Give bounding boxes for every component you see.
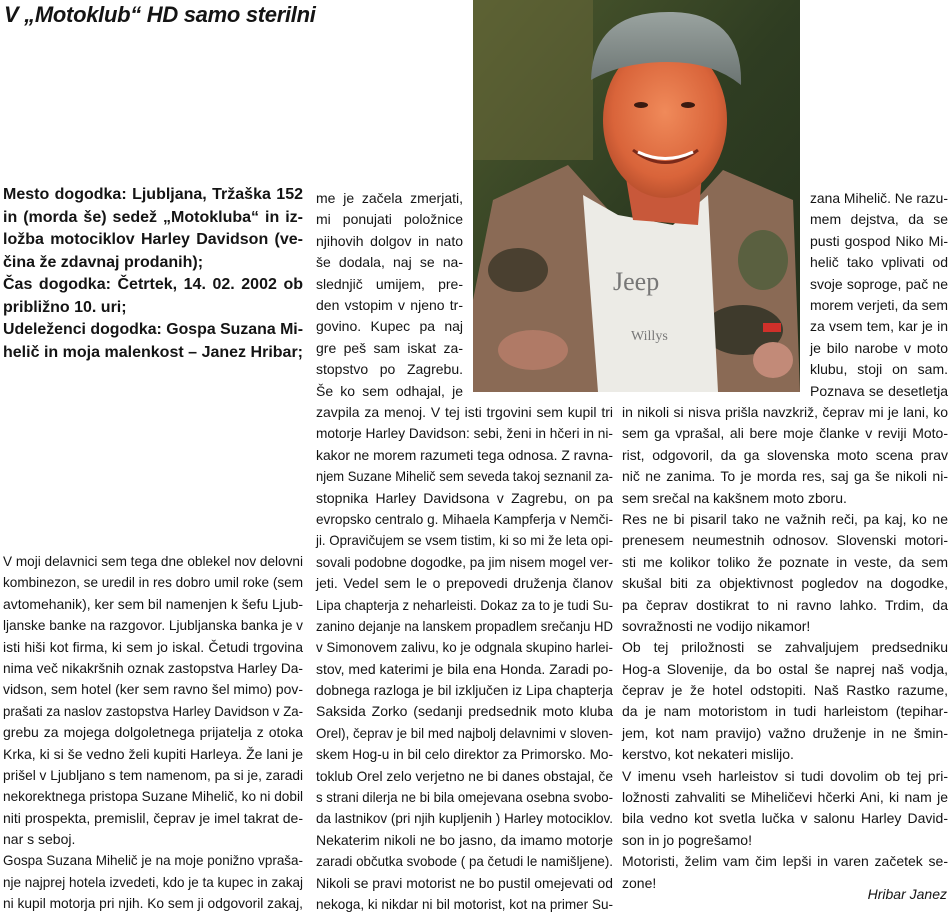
- text-line-content: jem, kot nam pravijo) važno druženje in ne šmin-: [622, 724, 948, 741]
- text-line-content: Nekaterim nikoli ne bo jasno, da imamo motorje: [316, 831, 613, 848]
- text-line: [810, 209, 948, 230]
- text-line: [316, 316, 463, 337]
- text-line: [316, 830, 613, 851]
- text-line: [622, 808, 948, 829]
- text-line-content: Orel), čeprav je bil med najbolj delavnimi v sloven-: [316, 724, 613, 741]
- text-line: [316, 637, 613, 658]
- text-line: [3, 872, 303, 893]
- text-line-content: Mesto dogodka: Ljubljana, Tržaška 152: [3, 186, 303, 203]
- text-line-content: zaradi občutka svobode ( pa četudi le namišljene).: [316, 853, 613, 870]
- text-line: [622, 680, 948, 701]
- text-line-content: njihovih dolgov in nato: [316, 232, 463, 249]
- text-line: [316, 231, 463, 252]
- text-line: [622, 659, 948, 680]
- text-line: [3, 229, 303, 252]
- text-line: [622, 573, 948, 594]
- text-line-content: avtomehanik), ker sem bil namenjen k šefu Ljub-: [3, 595, 303, 612]
- text-line-content: dobnega razloga je bil izključen iz Lipa chapterja: [316, 682, 613, 699]
- text-line-content: V imenu vseh harleistov si tudi dovolim ob tej pri-: [622, 767, 948, 784]
- text-line-content: zanino dejanje na lanskem propadlem srečanju HD: [316, 617, 613, 634]
- text-line: [3, 744, 303, 765]
- text-line: [316, 573, 613, 594]
- text-line-content: ni kupil motorja pri njih. Ko sem ji odgovoril zakaj,: [3, 895, 303, 912]
- text-line: [316, 766, 613, 787]
- text-line-content: toklub Orel zelo verjetno ne bi danes obstajal, če: [316, 767, 613, 784]
- text-line: [316, 787, 613, 808]
- text-line: [316, 659, 613, 680]
- text-line: [3, 342, 303, 365]
- text-line-content: helič in moja malenkost – Janez Hribar;: [3, 343, 303, 361]
- text-line: [316, 744, 613, 765]
- text-line: [3, 551, 303, 572]
- text-line-content: Še ko sem odhajal, je: [316, 382, 463, 399]
- text-line: [810, 295, 948, 316]
- text-line-content: kakor ne morem razumeti tega odnosa. Z ravna-: [316, 446, 613, 463]
- text-line: [316, 680, 613, 701]
- text-line-content: čeprav je že hotel odstopiti. Naš Rastko razume,: [622, 682, 948, 699]
- text-line: [3, 786, 303, 807]
- portrait-photo: [473, 0, 800, 392]
- text-line-content: jeti. Vedel sem le o prepovedi druženja članov: [316, 575, 613, 592]
- text-line: [316, 723, 613, 744]
- text-line: [316, 808, 613, 829]
- text-line-content: slednjič umijem, pre-: [316, 275, 463, 292]
- text-line: [316, 530, 613, 551]
- text-line: [622, 402, 948, 423]
- text-line: [316, 488, 613, 509]
- right-column-top-text: [810, 188, 948, 402]
- text-line-content: sovražnosti ne vodijo nikamor!: [622, 617, 811, 634]
- text-line-content: ložba motociklov Harley Davidson (ve-: [3, 231, 303, 248]
- text-line: [316, 402, 613, 423]
- text-line-content: njem Suzane Mihelič sem seveda takoj seznanil za-: [316, 468, 613, 485]
- author-signature: Hribar Janez: [867, 886, 947, 902]
- text-line: [810, 188, 948, 209]
- text-line: [3, 184, 303, 207]
- text-line-content: mem dejstva, da se: [810, 211, 948, 228]
- text-line-content: skem Hog-u in bil celo direktor za Primorsko. Mo-: [316, 746, 613, 763]
- text-line-content: niti prospekta, premislil, čeprav je imel takrat de-: [3, 809, 303, 826]
- text-line-content: približno 10. uri;: [3, 298, 127, 316]
- intro-block: [3, 184, 303, 364]
- text-line: [316, 701, 613, 722]
- text-line: [316, 445, 613, 466]
- text-line-content: Udeleženci dogodka: Gospa Suzana Mi-: [3, 321, 303, 338]
- text-line-content: kombinezon, se uredil in res dobro umil roke (sem: [3, 574, 303, 591]
- text-line: [316, 295, 463, 316]
- text-line: [3, 893, 303, 914]
- text-line: [622, 723, 948, 744]
- text-line: [316, 274, 463, 295]
- text-line-content: ljanske banke na razgovor. Ljubljanska banka je v: [3, 617, 303, 634]
- text-line-content: stopstvo po Zagrebu.: [316, 361, 463, 378]
- text-line-content: sem srečal na kakšnem moto zboru.: [622, 489, 847, 506]
- text-line-content: vidson, sem hotel (ker sem ravno šel mimo) pov-: [3, 681, 303, 698]
- text-line: [622, 616, 948, 637]
- text-line-content: V moji delavnici sem tega dne oblekel nov delovni: [3, 553, 303, 569]
- text-line: [316, 423, 613, 444]
- text-line: [316, 595, 613, 616]
- text-line-content: helič tako vplivati od: [810, 254, 948, 271]
- text-line-content: rist, odgovoril, da ga slovenska moto scena prav: [622, 446, 948, 463]
- text-line: [622, 509, 948, 530]
- article-title: V „Motoklub“ HD samo sterilni: [4, 2, 316, 27]
- text-line: [3, 207, 303, 230]
- text-line-content: skušal biti za objektivnost pogledov na dogodke,: [622, 575, 948, 592]
- text-line-content: Hog-a Slovenije, da bo ostal še naprej naš vodja,: [622, 660, 948, 677]
- text-line: [316, 616, 613, 637]
- text-line-content: zana Mihelič. Ne razu-: [810, 190, 948, 206]
- text-line-content: govino. Kupec pa naj: [316, 318, 463, 335]
- text-line: [810, 381, 948, 402]
- text-line: [316, 188, 463, 209]
- text-line-content: sem ga vprašal, ali bere moje članke v reviji Moto-: [622, 425, 948, 442]
- text-line-content: s strani dilerja ne bi bila omejevana osebna svobo-: [316, 789, 613, 806]
- text-line: [3, 297, 303, 320]
- text-line: [3, 850, 303, 871]
- text-line: [3, 722, 303, 743]
- left-column-text: [3, 551, 303, 915]
- text-line-content: grebu za mojega dolgoletnega prijatelja z otoka: [3, 724, 303, 741]
- text-line-content: da lastnikov (pri njih kupljenih ) Harley motociklov.: [316, 810, 613, 827]
- text-line-content: sti me kolikor toliko že poznate in veste, da sem: [622, 553, 948, 570]
- middle-column-text: [316, 402, 613, 915]
- text-line: [316, 252, 463, 273]
- text-line-content: nekoga, ki nikdar ni bil motorist, kot na primer Su-: [316, 895, 613, 912]
- text-line: [622, 423, 948, 444]
- text-line: [3, 701, 303, 722]
- text-line: [622, 552, 948, 573]
- text-line-content: den vstopim v njeno tr-: [316, 296, 463, 313]
- text-line: [3, 615, 303, 636]
- text-line: [316, 894, 613, 915]
- text-line: [316, 338, 463, 359]
- text-line-content: son in jo pogrešamo!: [622, 831, 752, 848]
- text-line-content: čina že zdavnaj prodanih);: [3, 253, 204, 271]
- text-line: [622, 766, 948, 787]
- text-line-content: Poznava se desetletja: [810, 382, 948, 399]
- text-line: [810, 252, 948, 273]
- text-line-content: Motoristi, želim vam čim lepši in varen začetek se-: [622, 853, 948, 870]
- text-line: [622, 595, 948, 616]
- text-line-content: Krka, ki si še vedno želi kupiti Harleya. Že lani je: [3, 745, 303, 762]
- middle-column-top-text: [316, 188, 463, 402]
- text-line-content: prašati za naslov zastopstva Harley Davidson v Za-: [3, 702, 303, 719]
- text-line: [3, 274, 303, 297]
- shirt-subtext: Willys: [631, 329, 668, 344]
- text-line-content: Gospa Suzana Mihelič je na moje ponižno vpraša-: [3, 852, 303, 869]
- text-line-content: prišel v Ljubljano s tem namenom, pa si je, zaradi: [3, 766, 303, 783]
- text-line: [810, 338, 948, 359]
- text-line-content: Lipa chapterja z neharleisti. Dokaz za to je tudi Su-: [316, 596, 613, 613]
- text-line: [3, 679, 303, 700]
- text-line-content: svoje soproge, pač ne: [810, 275, 948, 292]
- text-line: [622, 466, 948, 487]
- text-line: [3, 252, 303, 275]
- text-line: [3, 637, 303, 658]
- text-line: [316, 873, 613, 894]
- text-line: [316, 359, 463, 380]
- text-line-content: Čas dogodka: Četrtek, 14. 02. 2002 ob: [3, 276, 303, 293]
- text-line: [3, 319, 303, 342]
- shirt-logo-text: Jeep: [613, 267, 660, 296]
- text-line: [622, 488, 948, 509]
- text-line-content: morem verjeti, da sem: [810, 296, 948, 313]
- text-line: [810, 359, 948, 380]
- text-line-content: zone!: [622, 874, 657, 891]
- text-line-content: me je začela zmerjati,: [316, 190, 463, 206]
- text-line-content: Res ne bi pisaril tako ne važnih reči, pa kaj, ko ne: [622, 510, 948, 527]
- text-line-content: nima več nikakršnih oznak zastopstva Harley Da-: [3, 659, 303, 676]
- text-line-content: isti hiši kot firma, ki sem jo iskal. Četudi trgovina: [3, 638, 303, 655]
- text-line: [316, 466, 613, 487]
- text-line: [316, 381, 463, 402]
- text-line-content: Nikoli se pravi motorist ne bo pustil omejevati od: [316, 874, 613, 891]
- text-line: [3, 594, 303, 615]
- text-line: [316, 851, 613, 872]
- text-line-content: ji. Opravičujem se vsem tistim, ki so mi že leta opi-: [316, 532, 613, 549]
- text-line: [810, 231, 948, 252]
- text-line-content: motorje Harley Davidson: sebi, ženi in hčeri in ni-: [316, 425, 613, 442]
- text-line-content: še dodala, naj se na-: [316, 254, 463, 271]
- text-line: [622, 445, 948, 466]
- text-line-content: za vsem tem, kar je in: [810, 318, 948, 335]
- text-line-content: je bilo narobe v moto: [810, 339, 948, 356]
- text-line: [622, 530, 948, 551]
- text-line-content: nje najprej hotela izvedeti, kdo je ta kupec in zakaj: [3, 873, 303, 890]
- text-line-content: klubu, stoji on sam.: [810, 361, 948, 378]
- text-line-content: nar s seboj.: [3, 831, 76, 848]
- text-line: [622, 787, 948, 808]
- text-line-content: in (morda še) sedež „Motokluba“ in iz-: [3, 208, 303, 226]
- red-badge: [763, 323, 781, 332]
- text-line: [3, 658, 303, 679]
- text-line: [622, 637, 948, 658]
- text-line-content: Ob tej priložnosti se zahvaljujem predsedniku: [622, 639, 948, 656]
- text-line-content: stopnika Harley Davidsona v Zagrebu, on pa: [316, 489, 613, 506]
- text-line: [3, 765, 303, 786]
- text-line-content: sovali podobne dogodke, pa jim nisem mogel ver-: [316, 553, 613, 570]
- text-line-content: in nikoli si nisva prišla navzkriž, čeprav mi je lani, ko: [622, 404, 948, 420]
- text-line: [316, 209, 463, 230]
- text-line: [3, 572, 303, 593]
- text-line-content: bila vedno kot svetla lučka v salonu Harley David-: [622, 810, 948, 827]
- text-line-content: ložnosti zahvaliti se Miheličevi hčerki Ani, ki nam je: [622, 789, 948, 806]
- text-line: [810, 316, 948, 337]
- text-line-content: pusti gospod Niko Mi-: [810, 232, 948, 249]
- text-line-content: zavpila za menoj. V tej isti trgovini sem kupil tri: [316, 404, 613, 420]
- text-line: [3, 808, 303, 829]
- text-line-content: evropsko centralo g. Mihaela Kampferja v Nemči-: [316, 510, 613, 527]
- text-line: [316, 552, 613, 573]
- text-line: [3, 829, 303, 850]
- text-line: [622, 701, 948, 722]
- text-line-content: v Simonovem zalivu, ko je odgnala skupino harlei-: [316, 639, 613, 656]
- text-line-content: mi ponujati položnice: [316, 211, 463, 228]
- text-line-content: gre peš sam iskat za-: [316, 339, 463, 356]
- text-line-content: pa čeprav dostikrat to ni ravno lahko. Trdim, da: [622, 596, 948, 613]
- text-line-content: nič ne zanima. To je morda res, saj ga še nikoli ni-: [622, 468, 948, 485]
- text-line: [622, 744, 948, 765]
- text-line: [622, 830, 948, 851]
- text-line-content: da je nam motoristom in tudi harleistom (tepihar-: [622, 703, 948, 720]
- text-line-content: kerstvo, kot nekateri mislijo.: [622, 746, 794, 763]
- text-line: [810, 274, 948, 295]
- text-line-content: Saksida Zorko (sedanji predsednik moto kluba: [316, 703, 613, 720]
- text-line: [622, 851, 948, 872]
- text-line-content: stov, med katerimi je bila ena Honda. Zaradi po-: [316, 660, 613, 677]
- text-line: [316, 509, 613, 530]
- right-column-text: [622, 402, 948, 894]
- text-line-content: prenesem neumestnih odnosov. Slovenski motori-: [622, 532, 948, 549]
- text-line-content: nekorektnega pristopa Suzane Mihelič, ko ni dobil: [3, 788, 303, 805]
